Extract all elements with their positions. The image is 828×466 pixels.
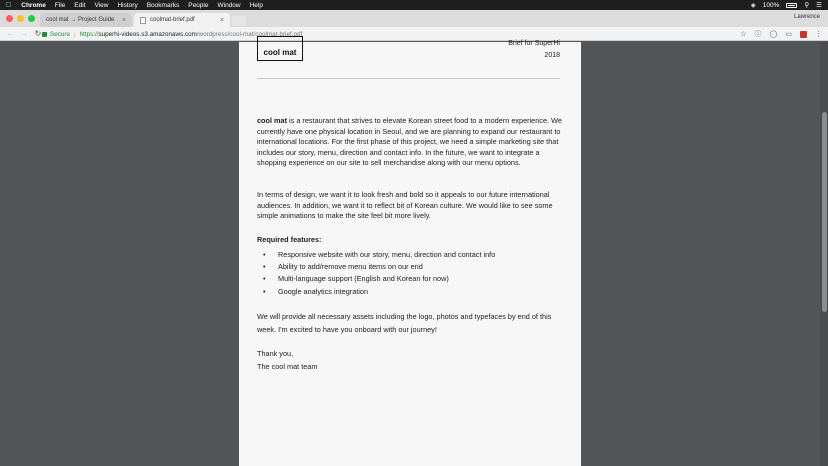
pdf-page	[239, 42, 581, 466]
pdf-viewer	[0, 42, 828, 466]
search-icon[interactable]: ⚲	[804, 2, 810, 9]
tab-title: coolmat-brief.pdf	[150, 17, 195, 23]
forward-arrow-icon[interactable]: →	[20, 29, 28, 38]
list-item: • Google analytics integration	[257, 286, 563, 298]
menu-history[interactable]: History	[112, 1, 133, 9]
zoom-window-button[interactable]	[28, 15, 35, 22]
menu-view[interactable]: View	[89, 1, 104, 9]
secure-label: Secure	[50, 30, 70, 38]
url-host: superhi-videos.s3.amazonaws.com	[98, 30, 197, 38]
address-bar[interactable]	[42, 29, 750, 39]
menu-file[interactable]: File	[49, 1, 61, 9]
profile-name[interactable]: Lawrence	[793, 14, 820, 20]
toolbar-icons	[740, 29, 822, 39]
window-controls	[6, 15, 35, 22]
apple-icon[interactable]	[6, 2, 11, 9]
document-icon	[140, 17, 146, 24]
intro-bold: cool mat	[257, 116, 288, 125]
status-area	[751, 1, 822, 9]
intro-paragraph	[257, 116, 563, 169]
features-list	[257, 249, 563, 298]
cool-mat-logo	[257, 36, 303, 61]
close-icon[interactable]: ×	[219, 16, 224, 24]
lock-icon[interactable]	[42, 32, 47, 37]
more-menu-icon[interactable]: ⋮	[815, 31, 822, 38]
browser-toolbar	[0, 27, 828, 41]
tab-coolmat-brief[interactable]	[134, 13, 230, 27]
cast-icon[interactable]: ▭	[785, 31, 792, 38]
minimize-window-button[interactable]	[17, 15, 24, 22]
tab-project-guide[interactable]	[40, 13, 132, 27]
list-item: • Ability to add/remove menu items on our end	[257, 261, 563, 273]
menu-bookmarks[interactable]: Bookmarks	[141, 1, 174, 9]
battery-icon[interactable]	[786, 3, 797, 8]
brief-for: Brief for SuperHi	[508, 40, 560, 47]
extension-shield-icon[interactable]	[800, 31, 807, 38]
assets-paragraph: We will provide all necessary assets including the logo, photos and typefaces by end of this week. I'm excited to have you onboard with our journey!	[257, 312, 552, 334]
menu-extras-icon[interactable]: ☰	[816, 2, 822, 9]
menu-people[interactable]: People	[182, 1, 204, 9]
required-features-heading: Required features:	[257, 235, 322, 244]
close-icon[interactable]: ×	[121, 16, 126, 24]
info-icon[interactable]: ⓘ	[754, 31, 762, 38]
logo-text: cool mat	[263, 48, 297, 57]
back-arrow-icon[interactable]: ←	[6, 29, 14, 38]
url-scheme: https://	[79, 30, 99, 38]
design-paragraph: In terms of design, we want it to look fresh and bold so it appeals to our future international audiences. In addition, we want it to reflect bit of Korean culture. We would like to see some simple animations to make the site feel bit more lively.	[257, 190, 553, 220]
thanks-line: Thank you,	[257, 349, 294, 358]
battery-percent: 100%	[762, 1, 780, 9]
menu-edit[interactable]: Edit	[69, 1, 81, 9]
extension-icon[interactable]: ◯	[769, 31, 778, 38]
bookmark-star-icon[interactable]: ☆	[740, 31, 747, 38]
list-item: • Responsive website with our story, menu, direction and contact info	[257, 249, 563, 261]
tab-title: cool mat → Project Guide	[46, 17, 115, 23]
signature-block	[257, 348, 563, 373]
menu-window[interactable]: Window	[212, 1, 236, 9]
wifi-icon[interactable]: ◈	[750, 2, 756, 9]
divider	[257, 78, 560, 79]
scrollbar-thumb[interactable]	[822, 112, 827, 312]
brief-year: 2018	[544, 52, 560, 59]
list-item: • Multi-language support (English and Korean for now)	[257, 273, 563, 285]
url-path: /wordpress/cool-mat/coolmat-brief.pdf	[196, 30, 303, 38]
scrollbar[interactable]	[820, 42, 828, 466]
intro-text: is a restaurant that strives to elevate Korean street food to a modern experience. We currently have one physical location in Seoul, and we are planning to expand our restaurant to international locations. For the first phase of this project, we need a simple marketing site that includes our story, menu, direction and contact info. In the future, we want to integrate a shopping experience on our site to sell merchandise along with our menu options.	[257, 116, 562, 167]
tab-strip	[0, 10, 828, 27]
menu-help[interactable]: Help	[244, 1, 258, 9]
signoff-line: The cool mat team	[257, 361, 318, 371]
new-tab-button[interactable]	[232, 16, 246, 26]
divider: |	[73, 30, 76, 38]
macos-menu-bar	[0, 0, 828, 10]
reload-icon[interactable]: ↻	[34, 29, 42, 38]
close-window-button[interactable]	[6, 15, 13, 22]
menu-chrome[interactable]: Chrome	[16, 1, 41, 9]
